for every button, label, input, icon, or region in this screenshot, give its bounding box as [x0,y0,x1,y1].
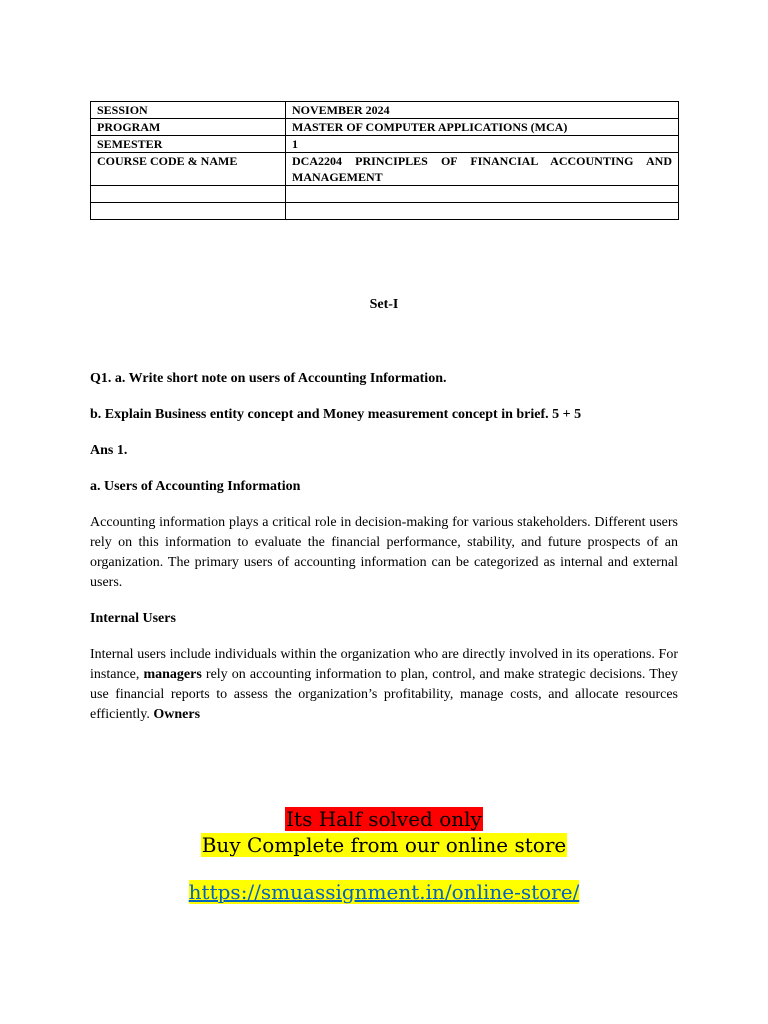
half-solved-notice: Its Half solved only [286,807,482,831]
program-value: MASTER OF COMPUTER APPLICATIONS (MCA) [286,119,679,136]
table-row [91,203,679,220]
answer-heading-a: a. Users of Accounting Information [90,479,301,494]
promo-link-line [0,880,768,904]
semester-label: SEMESTER [91,136,286,153]
paragraph-text: rely on accounting information to plan, control, and make strategic decisions. They use financial reports to assess the organization’s profitability, manage costs, and allocate resources efficiently. [90,667,679,722]
set-title: Set-I [369,297,399,312]
empty-cell [91,203,286,220]
question-part-b: b. Explain Business entity concept and Money measurement concept in brief. 5 + 5 [90,407,582,422]
paragraph-internal-users [90,645,678,725]
paragraph-text: Internal users include individuals within the organization who are directly involved in its operations. For instance, [90,647,678,682]
table-row [91,136,679,153]
semester-value: 1 [286,136,679,153]
emphasis-owners: Owners [153,707,201,722]
session-value: NOVEMBER 2024 [286,102,679,119]
question-part-a: Q1. a. Write short note on users of Accounting Information. [90,371,447,386]
table-row [91,102,679,119]
table-row [91,119,679,136]
program-label: PROGRAM [91,119,286,136]
empty-cell [286,203,679,220]
promo-banner [0,806,768,858]
table-row [91,186,679,203]
empty-cell [91,186,286,203]
session-label: SESSION [91,102,286,119]
document-body [90,369,678,725]
emphasis-managers: managers [143,667,202,682]
answer-label: Ans 1. [90,443,128,458]
online-store-link[interactable]: https://smuassignment.in/online-store/ [188,880,580,904]
course-info-table [90,101,679,220]
internal-users-heading: Internal Users [90,611,176,626]
course-label: COURSE CODE & NAME [91,153,286,186]
course-value: DCA2204 PRINCIPLES OF FINANCIAL ACCOUNTING AND MANAGEMENT [286,153,679,186]
table-row [91,153,679,186]
buy-complete-notice: Buy Complete from our online store [201,833,567,857]
paragraph-users-intro: Accounting information plays a critical role in decision-making for various stakeholders. Different users rely on this information to evaluate the financial performance, stability, and future prospects of an organization. The primary users of accounting information can be categorized as internal and external users. [90,515,678,590]
empty-cell [286,186,679,203]
